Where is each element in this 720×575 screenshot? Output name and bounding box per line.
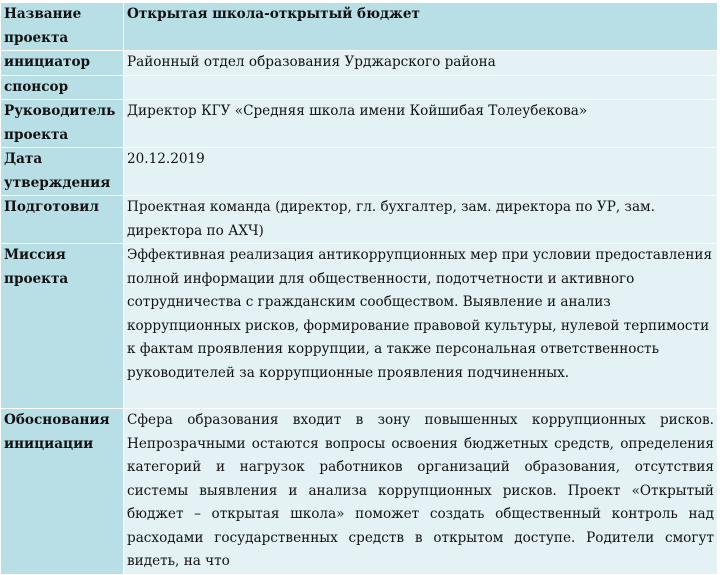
table-row-initiator: [1, 51, 718, 76]
prepared-by-value: Проектная команда (директор, гл. бухгалтер, зам. директора по УР, зам. директора по АХЧ): [124, 196, 718, 244]
project-head-value: Директор КГУ «Средняя школа имени Койшибая Толеубекова»: [124, 100, 718, 148]
mission-value: Эффективная реализация антикоррупционных мер при условии предоставления полной информации для общественности, подотчетности и активного сотрудничества с гражданским сообществом. Выявление и анализ коррупционных рисков, формирование правовой культуры, нулевой терпимости к фактам проявления коррупции, а также персональная ответственность руководителей за коррупционные проявления подчиненных.: [124, 244, 718, 409]
prepared-by-label: Подготовил: [1, 196, 124, 244]
project-passport-table: [0, 2, 718, 575]
sponsor-value: [124, 75, 718, 100]
table-row-mission: [1, 244, 718, 409]
approval-date-value: 20.12.2019: [124, 148, 718, 196]
table-row-prepared-by: [1, 196, 718, 244]
table-row-sponsor: [1, 75, 718, 100]
initiation-basis-value: Сфера образования входит в зону повышенных коррупционных рисков. Непрозрачными остаются вопросы освоения бюджетных средств, определения категорий и нагрузок работников организаций образования, отсутствия системы выявления и анализа коррупционных рисков. Проект «Открытый бюджет – открытая школа» поможет создать общественный контроль над расходами государственных средств в открытом доступе. Родители смогут видеть, на что: [124, 409, 718, 575]
table-row-project-head: [1, 100, 718, 148]
table-row-approval-date: [1, 148, 718, 196]
initiation-basis-label: Обоснования инициации: [1, 409, 124, 575]
project-name-label: Название проекта: [1, 3, 124, 51]
mission-label: Миссия проекта: [1, 244, 124, 409]
table-row-initiation-basis: [1, 409, 718, 575]
table-row-project-name: [1, 3, 718, 51]
sponsor-label: спонсор: [1, 75, 124, 100]
project-name-value: Открытая школа-открытый бюджет: [124, 3, 718, 51]
project-head-label: Руководитель проекта: [1, 100, 124, 148]
approval-date-label: Дата утверждения: [1, 148, 124, 196]
initiator-value: Районный отдел образования Урджарского района: [124, 51, 718, 76]
initiator-label: инициатор: [1, 51, 124, 76]
